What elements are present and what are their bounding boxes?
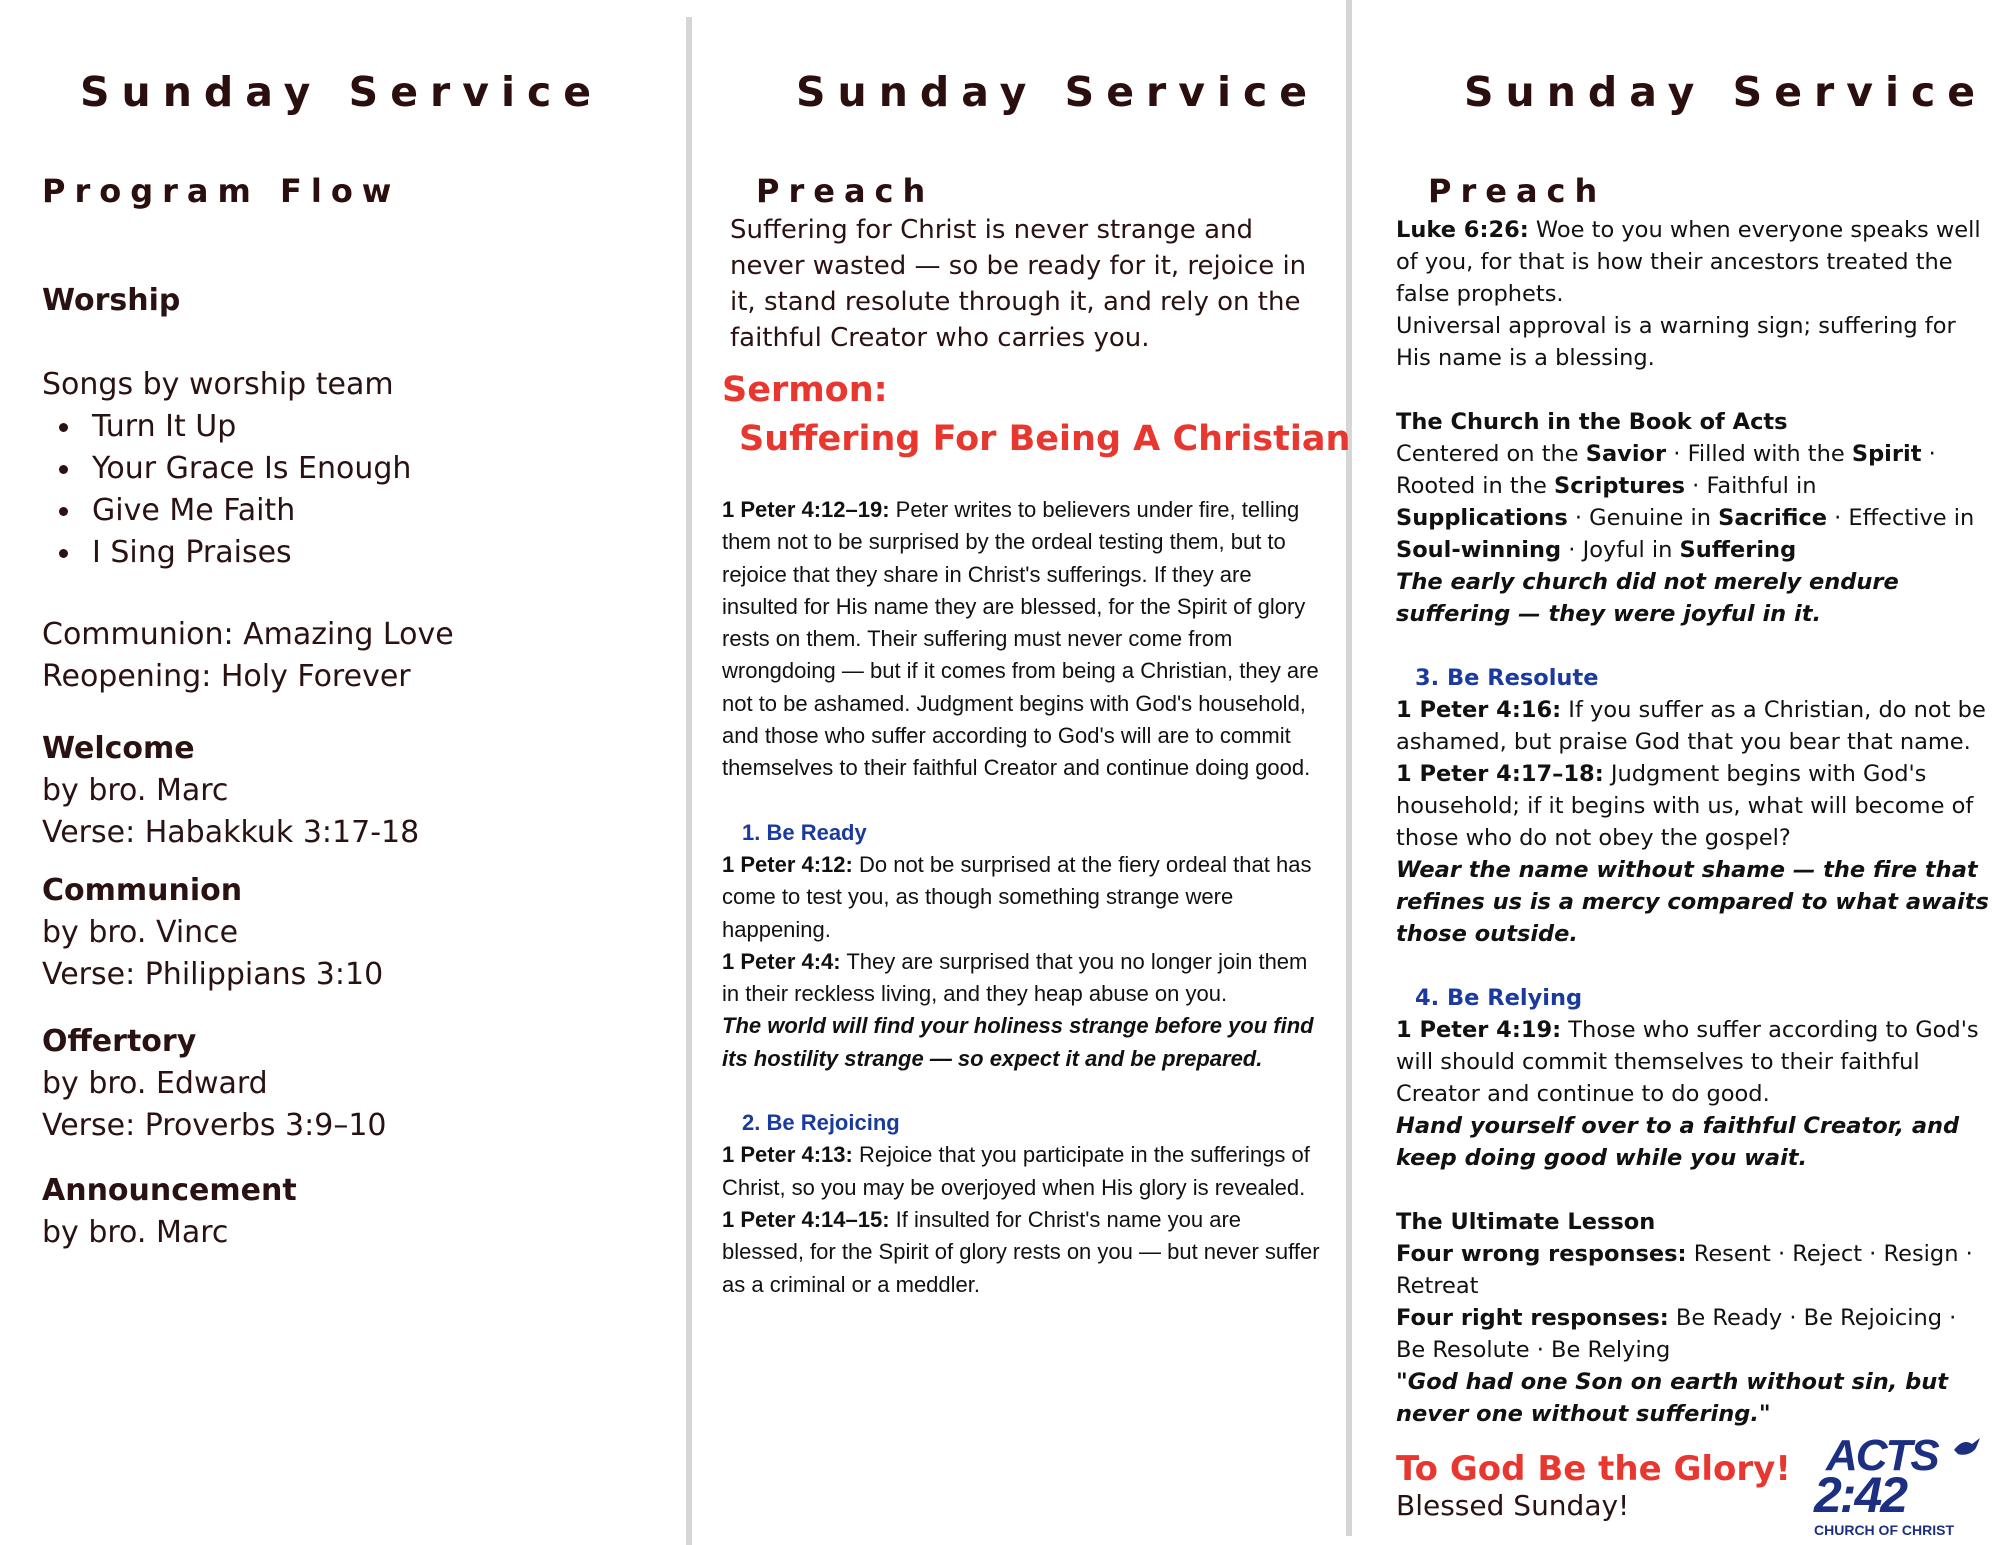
reopening-song: Reopening: Holy Forever bbox=[42, 659, 411, 694]
communion-song: Communion: Amazing Love bbox=[42, 617, 454, 652]
song-list bbox=[42, 406, 411, 574]
ultimate-heading: The Ultimate Lesson bbox=[1396, 1209, 1656, 1235]
point-1-takeaway: The world will find your holiness strange before you find its hostility strange — so expect it and be prepared. bbox=[722, 1013, 1314, 1071]
acts-item-word: Soul-winning bbox=[1396, 537, 1562, 563]
scripture-text: Do not be surprised at the fiery ordeal that has come to test you, as though something strange were happening. bbox=[722, 851, 1312, 942]
wrong-text: Resent · Reject · Resign · Retreat bbox=[1396, 1241, 1973, 1299]
preach-heading: Preach bbox=[1428, 172, 1607, 210]
acts-item-word: Sacrifice bbox=[1718, 505, 1827, 531]
acts-item-word: Spirit bbox=[1851, 441, 1922, 467]
scripture-ref: 1 Peter 4:13: bbox=[722, 1142, 853, 1168]
acts-item-word: Supplications bbox=[1396, 505, 1568, 531]
right-label: Four right responses: bbox=[1396, 1305, 1669, 1331]
summary-line: Suffering for Christ is never strange and bbox=[730, 215, 1253, 245]
closing-line: To God Be the Glory! bbox=[1396, 1449, 1791, 1489]
acts-item-text: · Faithful in bbox=[1684, 473, 1817, 499]
dove-icon bbox=[1952, 1436, 1982, 1460]
welcome-verse: Verse: Habakkuk 3:17-18 bbox=[42, 815, 420, 850]
offertory-verse: Verse: Proverbs 3:9–10 bbox=[42, 1108, 387, 1143]
acts-item-text: · Effective in bbox=[1826, 505, 1975, 531]
scripture-ref: 1 Peter 4:17–18: bbox=[1396, 761, 1604, 787]
worship-intro: Songs by worship team bbox=[42, 367, 394, 402]
point-2-heading: 2. Be Rejoicing bbox=[742, 1110, 900, 1136]
preach-heading: Preach bbox=[756, 172, 935, 210]
sermon-summary bbox=[730, 212, 1306, 356]
acts-takeaway: The early church did not merely endure suffering — they were joyful in it. bbox=[1396, 569, 1899, 627]
worship-heading: Worship bbox=[42, 283, 181, 318]
offertory-heading: Offertory bbox=[42, 1024, 197, 1059]
welcome-by: by bro. Marc bbox=[42, 773, 229, 808]
scripture-ref: 1 Peter 4:12: bbox=[722, 851, 853, 877]
sermon-label: Sermon: bbox=[722, 370, 888, 410]
scripture-ref: 1 Peter 4:14–15: bbox=[722, 1206, 890, 1232]
point-1-heading: 1. Be Ready bbox=[742, 819, 867, 845]
sermon-title: Suffering For Being A Christian bbox=[739, 419, 1351, 459]
scripture-text: Judgment begins with God's household; if it begins with us, what will become of those who do not obey the gospel? bbox=[1396, 761, 1974, 851]
acts-item-text: · Filled with the bbox=[1666, 441, 1852, 467]
acts-item-word: Savior bbox=[1585, 441, 1667, 467]
right-text: Be Ready · Be Rejoicing · Be Resolute · Be Relying bbox=[1396, 1305, 1957, 1363]
sermon-body bbox=[722, 494, 1322, 1301]
announcement-heading: Announcement bbox=[42, 1173, 297, 1208]
acts-heading: The Church in the Book of Acts bbox=[1396, 409, 1788, 435]
program-flow-column bbox=[0, 0, 688, 1545]
communion-heading: Communion bbox=[42, 873, 243, 908]
scripture-text: If insulted for Christ's name you are blessed, for the Spirit of glory rests on you — but never suffer as a criminal or a meddler. bbox=[722, 1206, 1320, 1297]
summary-line: it, stand resolute through it, and rely on the bbox=[730, 287, 1301, 317]
acts-list bbox=[1396, 438, 1991, 566]
list-item: Your Grace Is Enough bbox=[42, 448, 411, 490]
scripture-ref: 1 Peter 4:16: bbox=[1396, 697, 1562, 723]
summary-line: never wasted — so be ready for it, rejoice in bbox=[730, 251, 1307, 281]
offertory-by: by bro. Edward bbox=[42, 1066, 268, 1101]
scripture-text: Those who suffer according to God's will should commit themselves to their faithful Creator and continue to do good. bbox=[1396, 1017, 1979, 1107]
communion-by: by bro. Vince bbox=[42, 915, 239, 950]
church-logo bbox=[1810, 1430, 1990, 1542]
scripture-ref: 1 Peter 4:12–19: bbox=[722, 497, 890, 522]
page-title: Sunday Service bbox=[1464, 68, 1988, 116]
point-3-takeaway: Wear the name without shame — the fire that refines us is a mercy compared to what awaits those outside. bbox=[1396, 857, 1989, 947]
point-4-heading: 4. Be Relying bbox=[1415, 985, 1583, 1011]
acts-item-word: Scriptures bbox=[1554, 473, 1685, 499]
page-title: Sunday Service bbox=[796, 68, 1320, 116]
luke-note: Universal approval is a warning sign; suffering for His name is a blessing. bbox=[1396, 313, 1956, 371]
preach-column-2 bbox=[1352, 0, 1999, 1545]
logo-caption: CHURCH OF CHRIST bbox=[1814, 1522, 1954, 1538]
program-flow-heading: Program Flow bbox=[42, 172, 401, 210]
logo-top: ACTS bbox=[1826, 1431, 1938, 1480]
point-4-takeaway: Hand yourself over to a faithful Creator, and keep doing good while you wait. bbox=[1396, 1113, 1960, 1171]
acts-item-text: · Rooted in the bbox=[1396, 441, 1936, 499]
scripture-ref: 1 Peter 4:4: bbox=[722, 948, 841, 974]
summary-line: faithful Creator who carries you. bbox=[730, 323, 1150, 353]
page-title: Sunday Service bbox=[80, 68, 604, 116]
welcome-heading: Welcome bbox=[42, 731, 195, 766]
preach-body bbox=[1396, 214, 1991, 1430]
scripture-ref: Luke 6:26: bbox=[1396, 217, 1529, 243]
wrong-label: Four wrong responses: bbox=[1396, 1241, 1687, 1267]
scripture-text: If you suffer as a Christian, do not be ashamed, but praise God that you bear that name. bbox=[1396, 697, 1986, 755]
preach-column-1 bbox=[694, 0, 1351, 1545]
acts-item-text: · Joyful in bbox=[1561, 537, 1680, 563]
announcement-by: by bro. Marc bbox=[42, 1215, 229, 1250]
scripture-text: Rejoice that you participate in the sufferings of Christ, so you may be overjoyed when His glory is revealed. bbox=[722, 1142, 1310, 1200]
closing-quote: "God had one Son on earth without sin, but never one without suffering." bbox=[1396, 1369, 1948, 1427]
scripture-text: Woe to you when everyone speaks well of you, for that is how their ancestors treated the false prophets. bbox=[1396, 217, 1981, 307]
scripture-text: They are surprised that you no longer join them in their reckless living, and they heap abuse on you. bbox=[722, 948, 1308, 1007]
blessed-sunday: Blessed Sunday! bbox=[1396, 1489, 1630, 1522]
list-item: Turn It Up bbox=[42, 406, 411, 448]
logo-bottom: 2:42 bbox=[1814, 1467, 1907, 1523]
acts-item-text: · Genuine in bbox=[1567, 505, 1719, 531]
acts-item-word: Suffering bbox=[1679, 537, 1797, 563]
list-item: I Sing Praises bbox=[42, 532, 411, 574]
acts-item-text: Centered on the bbox=[1396, 441, 1586, 467]
scripture-ref: 1 Peter 4:19: bbox=[1396, 1017, 1562, 1043]
communion-verse: Verse: Philippians 3:10 bbox=[42, 957, 384, 992]
list-item: Give Me Faith bbox=[42, 490, 411, 532]
point-3-heading: 3. Be Resolute bbox=[1415, 665, 1599, 691]
scripture-text: Peter writes to believers under fire, telling them not to be surprised by the ordeal testing them, but to rejoice that they share in Christ's sufferings. If they are insulted for His name they are blessed, for the Spirit of glory rests on them. Their suffering must never come from wrongdoing — but if it comes from being a Christian, they are not to be ashamed. Judgment begins with God's household, and those who suffer according to God's will are to commit themselves to their faithful Creator and continue doing good. bbox=[722, 497, 1319, 781]
